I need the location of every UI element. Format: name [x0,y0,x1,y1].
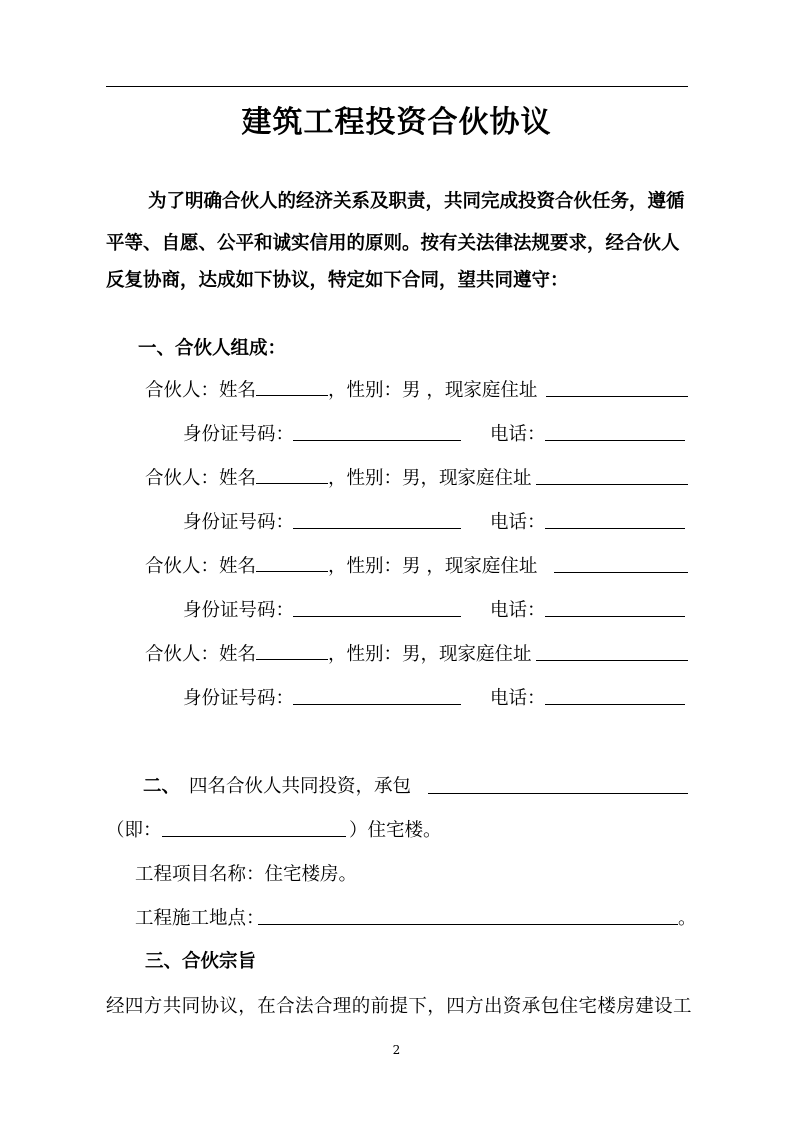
phone-label: 电话： [490,600,546,621]
contract-line-2-close: ）住宅楼。 [349,820,442,841]
intro-line-1: 为了明确合伙人的经济关系及职责，共同完成投资合伙任务，遵循 [148,191,685,212]
partner-name-label: 合伙人：姓名 [145,468,257,489]
project-name-line: 工程项目名称：住宅楼房。 [135,864,358,885]
section-2-heading: 二、 [143,776,181,797]
id-number-field[interactable] [293,440,461,441]
id-number-field[interactable] [293,704,461,705]
partner-gender-address-label: ，性别：男，现家庭住址 [328,644,532,665]
partner-address-field[interactable] [554,572,688,573]
partner-row [145,463,532,490]
document-title: 建筑工程投资合伙协议 [241,105,552,140]
phone-label: 电话： [490,688,546,709]
phone-field[interactable] [545,616,685,617]
phone-field[interactable] [545,704,685,705]
partner-gender-address-label: ，性别：男 ，现家庭住址 [328,556,538,577]
partner-name-field[interactable] [256,551,328,572]
id-label: 身份证号码： [183,600,295,621]
site-label: 工程施工地点： [135,908,265,929]
partner-name-label: 合伙人：姓名 [145,644,257,665]
site-location-field[interactable] [258,924,678,925]
intro-line-3: 反复协商，达成如下协议，特定如下合同，望共同遵守： [106,270,569,291]
site-end-mark: 。 [678,908,697,929]
partner-gender-address-label: ，性别：男 ，现家庭住址 [328,380,538,401]
phone-label: 电话： [490,424,546,445]
partner-row [145,639,532,666]
partner-address-field[interactable] [536,484,688,485]
partner-address-field[interactable] [536,660,688,661]
partner-name-field[interactable] [256,375,328,396]
id-label: 身份证号码： [183,688,295,709]
partner-name-label: 合伙人：姓名 [145,556,257,577]
id-label: 身份证号码： [183,512,295,533]
partner-address-field[interactable] [546,396,688,397]
section-3-heading: 三、合伙宗旨 [145,951,257,972]
section-1-heading: 一、合伙人组成： [138,338,287,359]
contract-alias-field[interactable] [162,836,346,837]
header-rule [106,86,688,87]
phone-field[interactable] [545,440,685,441]
contract-line-2-open: （即： [106,820,162,841]
id-label: 身份证号码： [183,424,295,445]
phone-label: 电话： [490,512,546,533]
partner-name-label: 合伙人：姓名 [145,380,257,401]
page-number: 2 [392,1043,401,1057]
section-3-text: 经四方共同协议，在合法合理的前提下，四方出资承包住宅楼房建设工 [106,996,692,1017]
contract-project-field[interactable] [428,793,688,794]
id-number-field[interactable] [293,616,461,617]
phone-field[interactable] [545,528,685,529]
partner-gender-address-label: ，性别：男，现家庭住址 [328,468,532,489]
partner-name-field[interactable] [256,639,328,660]
id-number-field[interactable] [293,528,461,529]
intro-line-2: 平等、自愿、公平和诚实信用的原则。按有关法律法规要求，经合伙人 [106,233,680,254]
partner-row [145,551,537,578]
contract-line-1: 四名合伙人共同投资，承包 [189,776,412,797]
partner-name-field[interactable] [256,463,328,484]
partner-row [145,375,537,402]
